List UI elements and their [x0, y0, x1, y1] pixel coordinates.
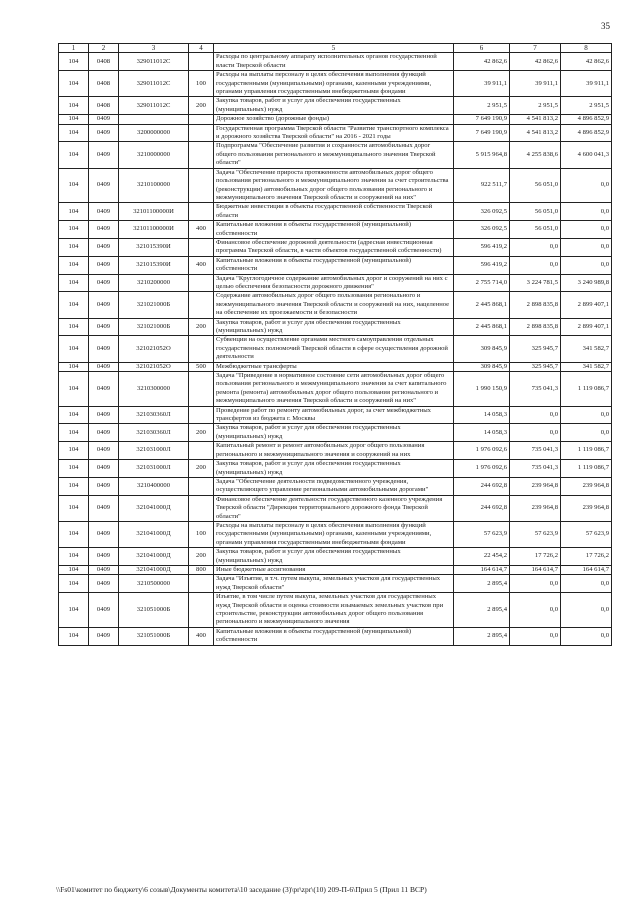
footer-file-path: \\Fs01\комитет по бюджету\6 созыв\Документы комитета\10 заседание (3)\pr\zpr\(10) 209-П-6\Прил 5 (Прил 11 ВСР)	[56, 885, 427, 894]
expense-kind	[189, 495, 214, 521]
expense-kind: 200	[189, 424, 214, 442]
expense-kind: 500	[189, 362, 214, 371]
amount-col-8: 341 582,7	[561, 362, 612, 371]
item-name: Закупка товаров, работ и услуг для обеспечения государственных (муниципальных) нужд	[214, 97, 454, 115]
expense-kind	[189, 124, 214, 142]
item-name: Капитальные вложения в объекты государственной (муниципальной) собственности	[214, 627, 454, 645]
amount-col-8: 0,0	[561, 593, 612, 628]
table-row	[59, 477, 612, 495]
target-article: 3200000000	[119, 124, 189, 142]
item-name: Бюджетные инвестиции в объекты государственной собственности Тверской области	[214, 203, 454, 221]
amount-col-8: 0,0	[561, 424, 612, 442]
amount-col-8: 341 582,7	[561, 336, 612, 362]
item-name: Изъятие, в том числе путем выкупа, земельных участков для государственных нужд Тверской области и оценка стоимости изымаемых земельных участков при строительстве, реконструкции автомобильных дорог общего пользования регионального и межмуниципального значения	[214, 593, 454, 628]
item-name: Капитальные вложения в объекты государственной (муниципальной) собственности	[214, 221, 454, 239]
amount-col-8: 0,0	[561, 406, 612, 424]
section-code: 0409	[89, 593, 119, 628]
amount-col-7: 239 964,8	[510, 495, 561, 521]
ministry-code: 104	[59, 336, 89, 362]
ministry-code: 104	[59, 627, 89, 645]
amount-col-7: 164 614,7	[510, 565, 561, 574]
expense-kind	[189, 477, 214, 495]
section-code: 0409	[89, 460, 119, 478]
amount-col-8: 2 899 407,1	[561, 292, 612, 318]
target-article: 321030360Л	[119, 406, 189, 424]
table-row	[59, 168, 612, 203]
section-code: 0409	[89, 274, 119, 292]
amount-col-8: 0,0	[561, 168, 612, 203]
amount-col-7: 2 951,5	[510, 97, 561, 115]
amount-col-7: 0,0	[510, 256, 561, 274]
amount-col-7: 56 051,0	[510, 168, 561, 203]
section-code: 0408	[89, 53, 119, 71]
expense-kind: 400	[189, 627, 214, 645]
amount-col-8: 2 951,5	[561, 97, 612, 115]
amount-col-6: 14 058,3	[454, 406, 510, 424]
item-name: Содержание автомобильных дорог общего пользования регионального и межмуниципального значения Тверской области и сооружений на них, нацеленное на обеспечение их проезжаемости и безопасности	[214, 292, 454, 318]
amount-col-6: 596 419,2	[454, 256, 510, 274]
amount-col-8: 42 862,6	[561, 53, 612, 71]
ministry-code: 104	[59, 142, 89, 168]
table-row	[59, 442, 612, 460]
amount-col-7: 0,0	[510, 575, 561, 593]
column-header: 1	[59, 44, 89, 53]
amount-col-7: 0,0	[510, 424, 561, 442]
amount-col-8: 4 896 852,9	[561, 115, 612, 124]
table-row	[59, 521, 612, 547]
item-name: Финансовое обеспечение деятельности государственного казенного учреждения Тверской области "Дирекция территориального дорожного фонда Тверской области"	[214, 495, 454, 521]
table-row	[59, 71, 612, 97]
expense-kind	[189, 168, 214, 203]
item-name: Капитальные вложения в объекты государственной (муниципальной) собственности	[214, 256, 454, 274]
ministry-code: 104	[59, 292, 89, 318]
expense-kind: 400	[189, 221, 214, 239]
amount-col-6: 1 976 092,6	[454, 460, 510, 478]
amount-col-7: 0,0	[510, 406, 561, 424]
amount-col-6: 1 990 150,9	[454, 372, 510, 407]
expense-kind: 200	[189, 548, 214, 566]
item-name: Государственная программа Тверской области "Развитие транспортного комплекса и дорожного хозяйства Тверской области" на 2016 - 2021 годы	[214, 124, 454, 142]
ministry-code: 104	[59, 548, 89, 566]
target-article: 321015390И	[119, 256, 189, 274]
amount-col-6: 309 845,9	[454, 362, 510, 371]
amount-col-8: 0,0	[561, 256, 612, 274]
ministry-code: 104	[59, 565, 89, 574]
amount-col-6: 1 976 092,6	[454, 442, 510, 460]
ministry-code: 104	[59, 203, 89, 221]
expense-kind	[189, 372, 214, 407]
ministry-code: 104	[59, 495, 89, 521]
expense-kind	[189, 442, 214, 460]
amount-col-8: 0,0	[561, 627, 612, 645]
amount-col-6: 596 419,2	[454, 238, 510, 256]
ministry-code: 104	[59, 318, 89, 336]
table-row	[59, 318, 612, 336]
target-article: 321030360Л	[119, 424, 189, 442]
target-article: 321015390И	[119, 238, 189, 256]
amount-col-6: 326 092,5	[454, 221, 510, 239]
page-number: 35	[601, 21, 610, 31]
amount-col-8: 2 899 407,1	[561, 318, 612, 336]
target-article: 3210000000	[119, 142, 189, 168]
amount-col-8: 239 964,8	[561, 495, 612, 521]
target-article: 3210400000	[119, 477, 189, 495]
table-row	[59, 97, 612, 115]
amount-col-7: 0,0	[510, 593, 561, 628]
ministry-code: 104	[59, 521, 89, 547]
table-row	[59, 460, 612, 478]
section-code: 0409	[89, 477, 119, 495]
section-code: 0409	[89, 424, 119, 442]
amount-col-8: 4 600 041,3	[561, 142, 612, 168]
amount-col-7: 735 041,3	[510, 372, 561, 407]
table-row	[59, 372, 612, 407]
amount-col-7: 3 224 781,5	[510, 274, 561, 292]
section-code: 0409	[89, 442, 119, 460]
amount-col-6: 2 445 868,1	[454, 318, 510, 336]
expense-kind	[189, 593, 214, 628]
section-code: 0409	[89, 203, 119, 221]
amount-col-6: 22 454,2	[454, 548, 510, 566]
amount-col-6: 309 845,9	[454, 336, 510, 362]
section-code: 0409	[89, 336, 119, 362]
target-article: 321031000Л	[119, 442, 189, 460]
amount-col-7: 17 726,2	[510, 548, 561, 566]
item-name: Задача "Приведение в нормативное состояние сети автомобильных дорог общего пользования регионального и межмуниципального значения за счет капитального ремонта (ремонта) автомобильных дорог общего пользования регионального и межмуниципального значения Тверской области и сооружений на них"	[214, 372, 454, 407]
amount-col-6: 2 445 868,1	[454, 292, 510, 318]
target-article: 321021000Б	[119, 292, 189, 318]
table-row	[59, 627, 612, 645]
ministry-code: 104	[59, 256, 89, 274]
target-article: 3210200000	[119, 274, 189, 292]
amount-col-8: 164 614,7	[561, 565, 612, 574]
amount-col-6: 922 511,7	[454, 168, 510, 203]
amount-col-6: 42 862,6	[454, 53, 510, 71]
amount-col-8: 3 240 989,8	[561, 274, 612, 292]
item-name: Задача "Круглогодичное содержание автомобильных дорог и сооружений на них с целью обеспечения безопасности дорожного движения"	[214, 274, 454, 292]
target-article: 32101100000И	[119, 221, 189, 239]
expense-kind: 100	[189, 71, 214, 97]
ministry-code: 104	[59, 362, 89, 371]
amount-col-6: 2 895,4	[454, 593, 510, 628]
amount-col-6: 244 692,8	[454, 495, 510, 521]
item-name: Подпрограмма "Обеспечение развития и сохранности автомобильных дорог общего пользования регионального и межмуниципального значения Тверской области"	[214, 142, 454, 168]
expense-kind	[189, 142, 214, 168]
expense-kind	[189, 203, 214, 221]
amount-col-8: 0,0	[561, 203, 612, 221]
ministry-code: 104	[59, 575, 89, 593]
amount-col-7: 239 964,8	[510, 477, 561, 495]
amount-col-7: 2 898 835,8	[510, 318, 561, 336]
ministry-code: 104	[59, 460, 89, 478]
amount-col-6: 2 755 714,0	[454, 274, 510, 292]
amount-col-7: 325 945,7	[510, 336, 561, 362]
table-row	[59, 362, 612, 371]
table-row	[59, 221, 612, 239]
section-code: 0409	[89, 124, 119, 142]
ministry-code: 104	[59, 71, 89, 97]
amount-col-6: 326 092,5	[454, 203, 510, 221]
amount-col-6: 39 911,1	[454, 71, 510, 97]
item-name: Расходы на выплаты персоналу в целях обеспечения выполнения функций государственными (муниципальными) органами, казенными учреждениями, органами управления государственными внебюджетными фондами	[214, 71, 454, 97]
amount-col-7: 39 911,1	[510, 71, 561, 97]
column-header: 6	[454, 44, 510, 53]
amount-col-6: 14 058,3	[454, 424, 510, 442]
amount-col-8: 0,0	[561, 575, 612, 593]
table-row	[59, 548, 612, 566]
item-name: Проведение работ по ремонту автомобильных дорог, за счет межбюджетных трансфертов из бюджета г. Москвы	[214, 406, 454, 424]
column-header: 4	[189, 44, 214, 53]
ministry-code: 104	[59, 238, 89, 256]
table-row	[59, 292, 612, 318]
section-code: 0408	[89, 71, 119, 97]
item-name: Субвенции на осуществление органами местного самоуправления отдельных государственных полномочий Тверской области в сфере осуществления дорожной деятельности	[214, 336, 454, 362]
target-article: 321021052О	[119, 362, 189, 371]
target-article: 321041000Д	[119, 521, 189, 547]
table-row	[59, 565, 612, 574]
section-code: 0409	[89, 362, 119, 371]
ministry-code: 104	[59, 372, 89, 407]
amount-col-8: 0,0	[561, 238, 612, 256]
target-article: 3210100000	[119, 168, 189, 203]
table-row	[59, 142, 612, 168]
expense-kind	[189, 336, 214, 362]
ministry-code: 104	[59, 221, 89, 239]
target-article	[119, 115, 189, 124]
table-body	[59, 53, 612, 645]
item-name: Иные бюджетные ассигнования	[214, 565, 454, 574]
expense-kind	[189, 292, 214, 318]
budget-table	[58, 43, 612, 646]
table-row	[59, 495, 612, 521]
table-row	[59, 406, 612, 424]
target-article: 321021052О	[119, 336, 189, 362]
column-header: 5	[214, 44, 454, 53]
item-name: Закупка товаров, работ и услуг для обеспечения государственных (муниципальных) нужд	[214, 318, 454, 336]
column-header: 7	[510, 44, 561, 53]
amount-col-7: 56 051,0	[510, 221, 561, 239]
amount-col-6: 164 614,7	[454, 565, 510, 574]
section-code: 0409	[89, 495, 119, 521]
amount-col-6: 57 623,9	[454, 521, 510, 547]
section-code: 0408	[89, 97, 119, 115]
section-code: 0409	[89, 548, 119, 566]
section-code: 0409	[89, 256, 119, 274]
ministry-code: 104	[59, 442, 89, 460]
item-name: Задача "Обеспечение деятельности подведомственного учреждения, осуществляющего управление региональными автомобильными дорогами"	[214, 477, 454, 495]
ministry-code: 104	[59, 477, 89, 495]
expense-kind: 200	[189, 318, 214, 336]
expense-kind: 400	[189, 256, 214, 274]
table-row	[59, 575, 612, 593]
target-article: 3210500000	[119, 575, 189, 593]
expense-kind: 200	[189, 460, 214, 478]
amount-col-7: 0,0	[510, 238, 561, 256]
expense-kind: 800	[189, 565, 214, 574]
item-name: Закупка товаров, работ и услуг для обеспечения государственных (муниципальных) нужд	[214, 548, 454, 566]
table-row	[59, 274, 612, 292]
ministry-code: 104	[59, 124, 89, 142]
expense-kind	[189, 115, 214, 124]
column-header: 8	[561, 44, 612, 53]
amount-col-8: 1 119 086,7	[561, 442, 612, 460]
amount-col-7: 57 623,9	[510, 521, 561, 547]
item-name: Капитальный ремонт и ремонт автомобильных дорог общего пользования регионального и межмуниципального значения и сооружений на них	[214, 442, 454, 460]
section-code: 0409	[89, 115, 119, 124]
expense-kind	[189, 406, 214, 424]
section-code: 0409	[89, 238, 119, 256]
ministry-code: 104	[59, 274, 89, 292]
amount-col-7: 0,0	[510, 627, 561, 645]
expense-kind	[189, 53, 214, 71]
ministry-code: 104	[59, 168, 89, 203]
ministry-code: 104	[59, 115, 89, 124]
amount-col-7: 735 041,3	[510, 442, 561, 460]
expense-kind: 100	[189, 521, 214, 547]
amount-col-6: 2 895,4	[454, 575, 510, 593]
section-code: 0409	[89, 575, 119, 593]
amount-col-8: 17 726,2	[561, 548, 612, 566]
amount-col-8: 57 623,9	[561, 521, 612, 547]
column-number-row	[59, 44, 612, 53]
amount-col-6: 7 649 190,9	[454, 124, 510, 142]
target-article: 32101100000И	[119, 203, 189, 221]
ministry-code: 104	[59, 97, 89, 115]
item-name: Дорожное хозяйство (дорожные фонды)	[214, 115, 454, 124]
amount-col-6: 7 649 190,9	[454, 115, 510, 124]
amount-col-7: 42 862,6	[510, 53, 561, 71]
amount-col-8: 1 119 086,7	[561, 460, 612, 478]
amount-col-6: 5 915 964,8	[454, 142, 510, 168]
item-name: Финансовое обеспечение дорожной деятельности (адресная инвестиционная программа Тверской области, в части объектов государственной собственности)	[214, 238, 454, 256]
amount-col-7: 2 898 835,8	[510, 292, 561, 318]
section-code: 0409	[89, 292, 119, 318]
ministry-code: 104	[59, 424, 89, 442]
target-article: 3210300000	[119, 372, 189, 407]
section-code: 0409	[89, 168, 119, 203]
target-article: 329011012С	[119, 71, 189, 97]
expense-kind	[189, 238, 214, 256]
amount-col-7: 325 945,7	[510, 362, 561, 371]
item-name: Задача "Изъятие, в т.ч. путем выкупа, земельных участков для государственных нужд Тверской области"	[214, 575, 454, 593]
section-code: 0409	[89, 521, 119, 547]
section-code: 0409	[89, 221, 119, 239]
table-row	[59, 593, 612, 628]
target-article: 329011012С	[119, 53, 189, 71]
target-article: 321041000Д	[119, 548, 189, 566]
item-name: Межбюджетные трансферты	[214, 362, 454, 371]
amount-col-6: 2 951,5	[454, 97, 510, 115]
amount-col-8: 1 119 086,7	[561, 372, 612, 407]
target-article: 321051000Б	[119, 627, 189, 645]
amount-col-6: 2 895,4	[454, 627, 510, 645]
section-code: 0409	[89, 372, 119, 407]
table-row	[59, 424, 612, 442]
section-code: 0409	[89, 406, 119, 424]
table-row	[59, 115, 612, 124]
target-article: 321031000Л	[119, 460, 189, 478]
table-row	[59, 203, 612, 221]
amount-col-7: 56 051,0	[510, 203, 561, 221]
column-header: 3	[119, 44, 189, 53]
target-article: 329011012С	[119, 97, 189, 115]
item-name: Расходы по центральному аппарату исполнительных органов государственной власти Тверской области	[214, 53, 454, 71]
item-name: Задача "Обеспечение прироста протяженности автомобильных дорог общего пользования регионального и межмуниципального значения за счет строительства (реконструкции) автомобильных дорог общего пользования регионального и межмуниципального значения Тверской области и сооружений на них"	[214, 168, 454, 203]
amount-col-7: 4 255 838,6	[510, 142, 561, 168]
ministry-code: 104	[59, 53, 89, 71]
target-article: 321041000Д	[119, 565, 189, 574]
column-header: 2	[89, 44, 119, 53]
amount-col-8: 239 964,8	[561, 477, 612, 495]
table-row	[59, 238, 612, 256]
target-article: 321051000Б	[119, 593, 189, 628]
expense-kind	[189, 274, 214, 292]
table-row	[59, 336, 612, 362]
expense-kind	[189, 575, 214, 593]
amount-col-7: 735 041,3	[510, 460, 561, 478]
table-row	[59, 256, 612, 274]
amount-col-8: 4 896 852,9	[561, 124, 612, 142]
amount-col-7: 4 541 813,2	[510, 115, 561, 124]
table-row	[59, 124, 612, 142]
section-code: 0409	[89, 142, 119, 168]
item-name: Расходы на выплаты персоналу в целях обеспечения выполнения функций государственными (муниципальными) органами, казенными учреждениями, органами управления государственными внебюджетными фондами	[214, 521, 454, 547]
ministry-code: 104	[59, 593, 89, 628]
target-article: 321041000Д	[119, 495, 189, 521]
amount-col-8: 39 911,1	[561, 71, 612, 97]
item-name: Закупка товаров, работ и услуг для обеспечения государственных (муниципальных) нужд	[214, 460, 454, 478]
amount-col-7: 4 541 813,2	[510, 124, 561, 142]
amount-col-8: 0,0	[561, 221, 612, 239]
amount-col-6: 244 692,8	[454, 477, 510, 495]
target-article: 321021000Б	[119, 318, 189, 336]
table-row	[59, 53, 612, 71]
ministry-code: 104	[59, 406, 89, 424]
expense-kind: 200	[189, 97, 214, 115]
section-code: 0409	[89, 565, 119, 574]
section-code: 0409	[89, 318, 119, 336]
section-code: 0409	[89, 627, 119, 645]
item-name: Закупка товаров, работ и услуг для обеспечения государственных (муниципальных) нужд	[214, 424, 454, 442]
